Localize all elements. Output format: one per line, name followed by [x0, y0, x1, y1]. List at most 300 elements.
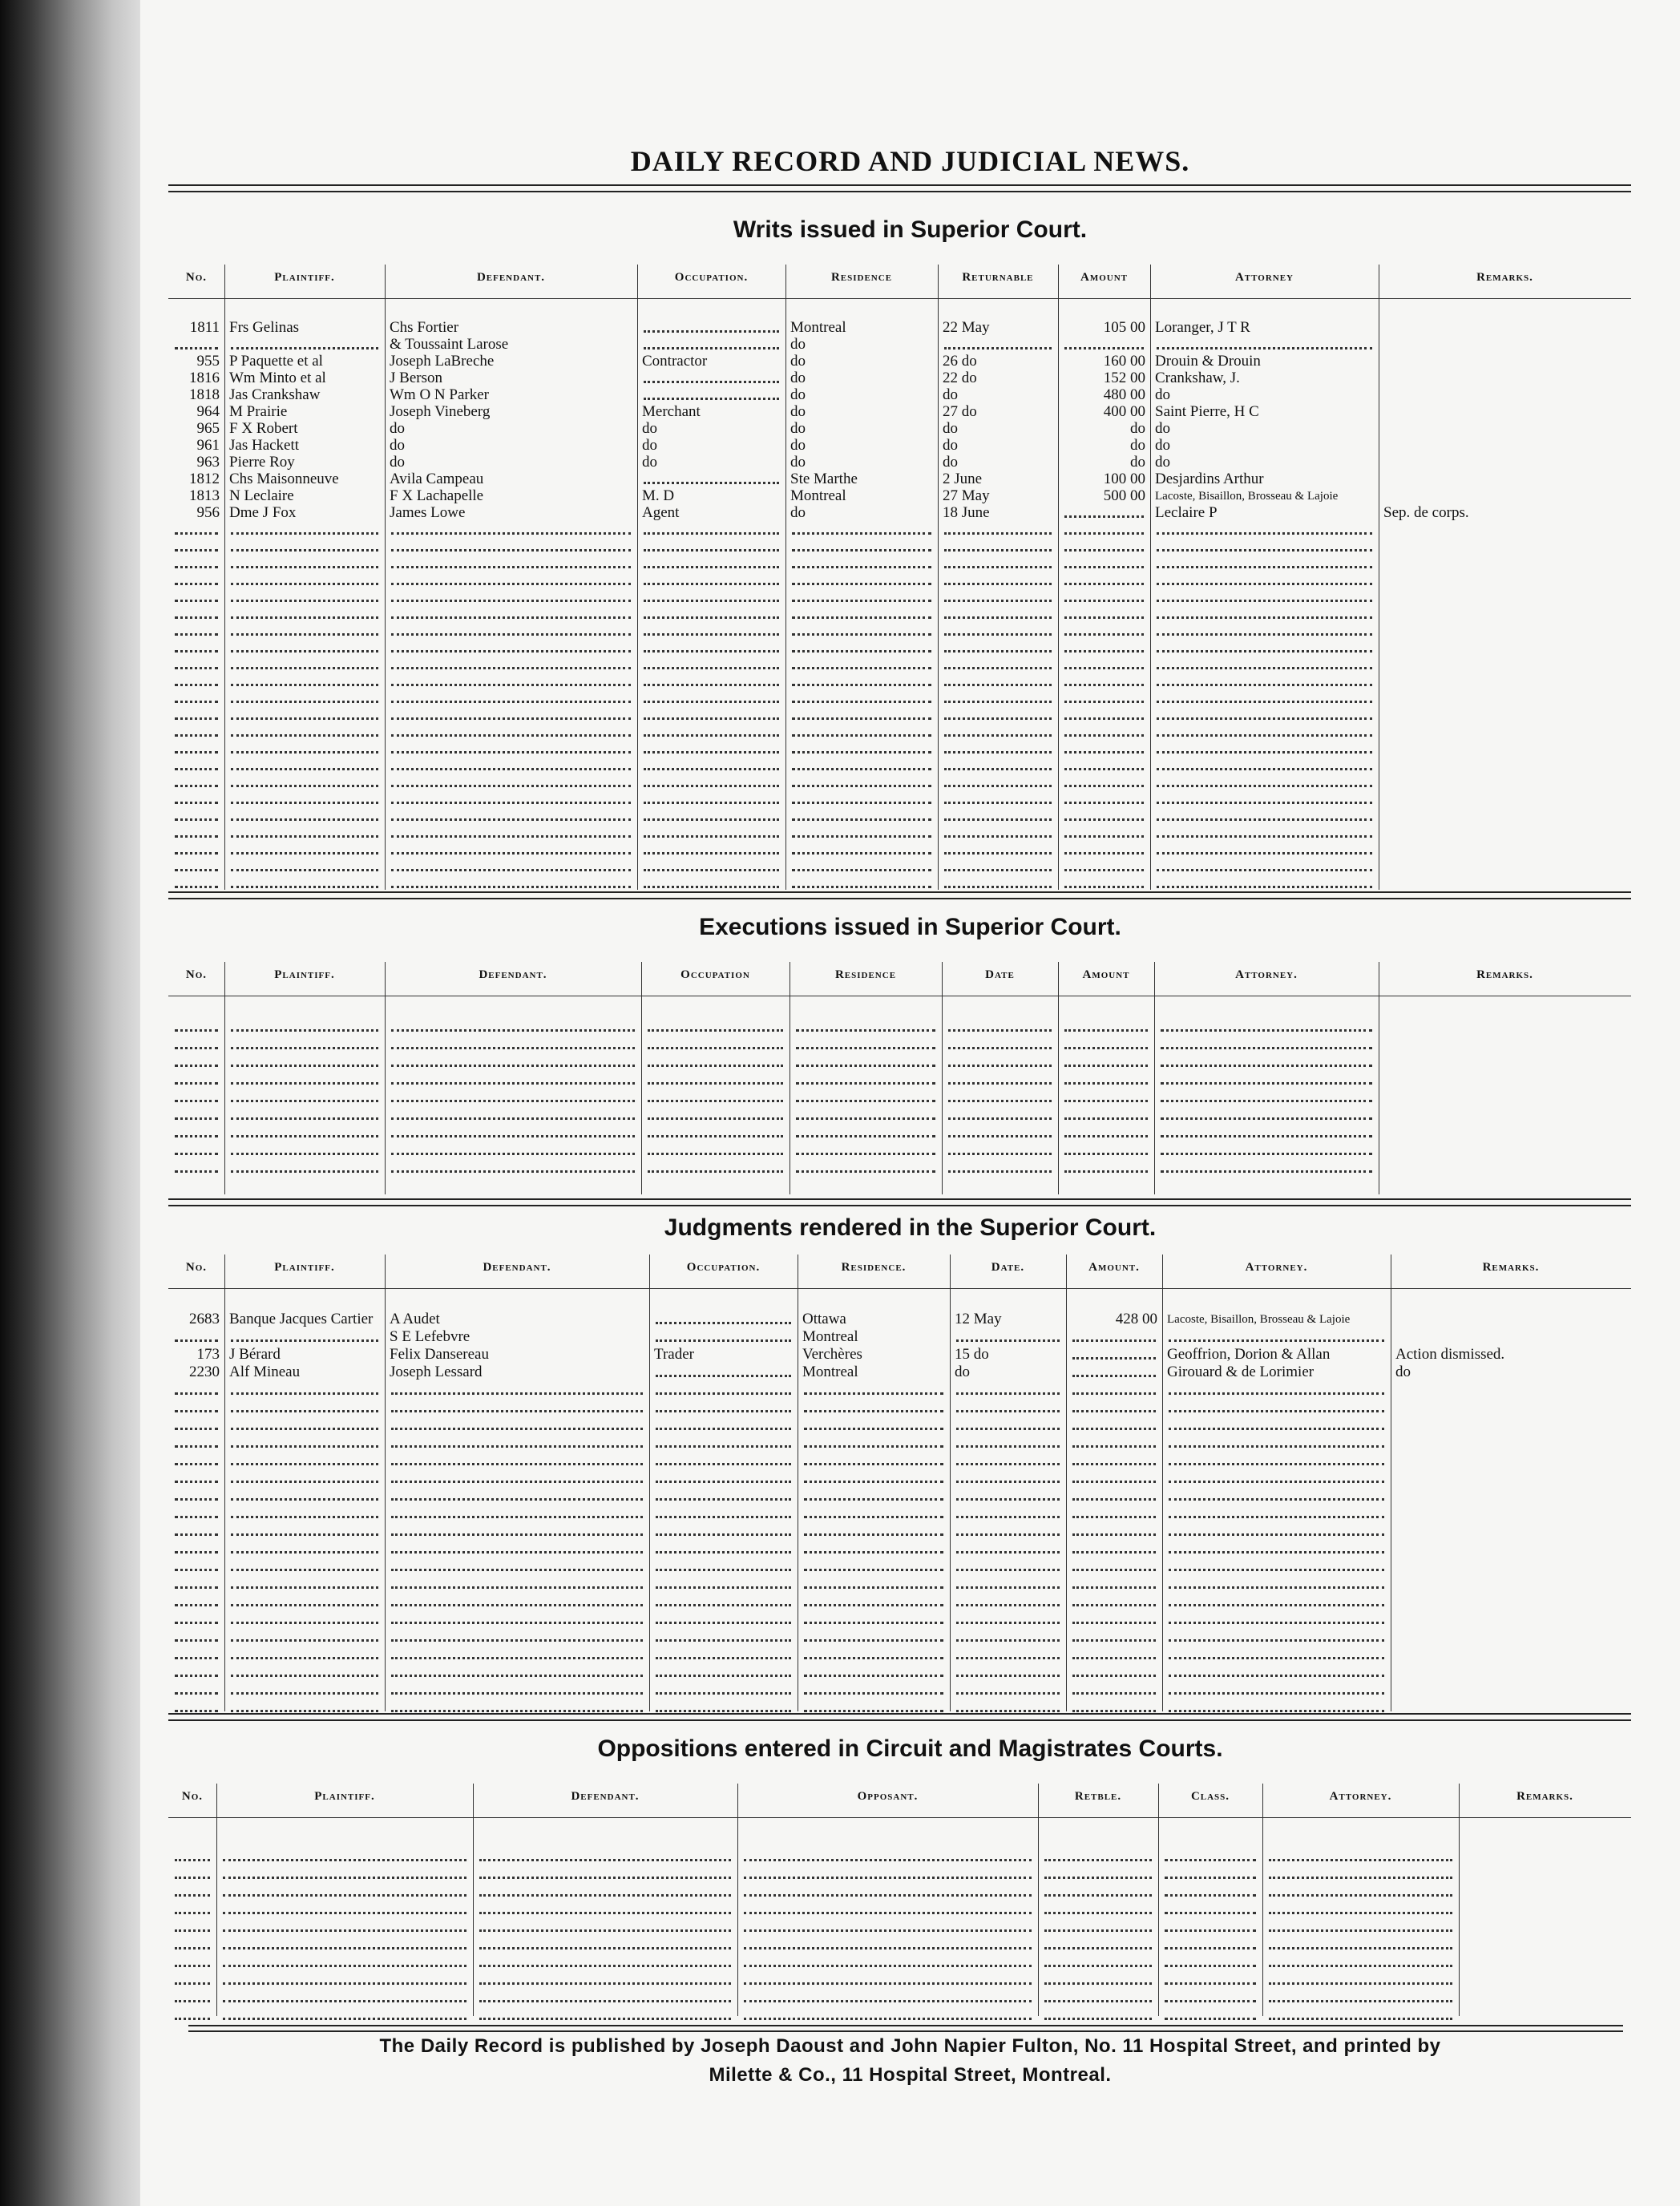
- leader-dots: [1064, 566, 1144, 568]
- leader-dots: [1064, 869, 1144, 871]
- leader-dots: [944, 835, 1052, 838]
- leader-dots: [231, 1533, 378, 1536]
- leader-dots: [1157, 886, 1372, 888]
- leader-dots: [792, 701, 931, 703]
- table-cell-attorney: Crankshaw, J.: [1155, 370, 1240, 386]
- leader-dots: [391, 583, 631, 585]
- leader-dots: [391, 1428, 643, 1430]
- table-cell-returnable: do: [943, 386, 958, 403]
- table-cell-plaintiff: Alf Mineau: [229, 1364, 301, 1380]
- leader-dots: [1157, 751, 1372, 754]
- leader-dots: [956, 1463, 1060, 1465]
- leader-dots: [644, 482, 779, 484]
- leader-dots: [744, 1947, 1032, 1949]
- column-header: Amount: [1080, 271, 1128, 284]
- leader-dots: [804, 1498, 943, 1501]
- leader-dots: [223, 1965, 466, 1967]
- leader-dots: [231, 1657, 378, 1659]
- leader-dots: [804, 1586, 943, 1589]
- leader-dots: [231, 1498, 378, 1501]
- leader-dots: [656, 1481, 791, 1483]
- leader-dots: [804, 1604, 943, 1606]
- judgments-section-title: Judgments rendered in the Superior Court.: [664, 1214, 1157, 1241]
- leader-dots: [391, 1170, 635, 1173]
- leader-dots: [479, 1894, 731, 1897]
- leader-dots: [1269, 1965, 1452, 1967]
- table-cell-remarks: Action dismissed.: [1395, 1346, 1505, 1363]
- leader-dots: [1072, 1463, 1156, 1465]
- leader-dots: [944, 734, 1052, 737]
- leader-dots: [231, 1481, 378, 1483]
- leader-dots: [792, 852, 931, 855]
- table-cell-attorney: Geoffrion, Dorion & Allan: [1167, 1346, 1331, 1363]
- leader-dots: [391, 549, 631, 552]
- leader-dots: [1064, 1153, 1148, 1155]
- leader-dots: [223, 2018, 466, 2020]
- column-divider: [737, 1784, 738, 2016]
- leader-dots: [644, 701, 779, 703]
- leader-dots: [1165, 1929, 1256, 1932]
- table-cell-attorney: do: [1155, 454, 1170, 471]
- leader-dots: [792, 532, 931, 535]
- leader-dots: [1157, 701, 1372, 703]
- leader-dots: [1169, 1569, 1384, 1571]
- leader-dots: [1165, 1912, 1256, 1914]
- table-cell-residence: do: [790, 336, 806, 353]
- leader-dots: [231, 1100, 378, 1102]
- leader-dots: [175, 1410, 218, 1412]
- leader-dots: [792, 734, 931, 737]
- leader-dots: [391, 1639, 643, 1642]
- leader-dots: [175, 1498, 218, 1501]
- leader-dots: [175, 1639, 218, 1642]
- leader-dots: [175, 1692, 218, 1695]
- leader-dots: [944, 583, 1052, 585]
- leader-dots: [391, 734, 631, 737]
- column-header: Residence: [830, 271, 893, 284]
- leader-dots: [1064, 717, 1144, 720]
- leader-dots: [231, 835, 378, 838]
- table-cell-defendant: do: [390, 454, 405, 471]
- leader-dots: [1072, 1551, 1156, 1553]
- table-cell-residence: do: [790, 370, 806, 386]
- leader-dots: [175, 1117, 218, 1120]
- leader-dots: [1072, 1339, 1156, 1342]
- table-cell-defendant: Joseph LaBreche: [390, 353, 495, 370]
- leader-dots: [1157, 583, 1372, 585]
- leader-dots: [231, 1622, 378, 1624]
- leader-dots: [231, 1516, 378, 1518]
- column-header: Date: [985, 968, 1015, 981]
- leader-dots: [1072, 1586, 1156, 1589]
- leader-dots: [231, 600, 378, 602]
- table-cell-plaintiff: Banque Jacques Cartier: [229, 1311, 374, 1327]
- table-cell-residence: Montreal: [802, 1328, 858, 1345]
- leader-dots: [1161, 1029, 1372, 1032]
- column-header: Date.: [991, 1261, 1025, 1274]
- leader-dots: [175, 1029, 218, 1032]
- leader-dots: [792, 633, 931, 636]
- leader-dots: [944, 802, 1052, 804]
- leader-dots: [956, 1675, 1060, 1677]
- leader-dots: [175, 1082, 218, 1085]
- leader-dots: [1269, 1982, 1452, 1985]
- leader-dots: [944, 650, 1052, 653]
- column-header: Plaintiff.: [274, 1261, 335, 1274]
- leader-dots: [1269, 2018, 1452, 2020]
- leader-dots: [956, 1516, 1060, 1518]
- table-cell-no: 955: [196, 353, 220, 370]
- leader-dots: [792, 802, 931, 804]
- leader-dots: [391, 667, 631, 669]
- leader-dots: [175, 1859, 210, 1861]
- column-divider: [1154, 962, 1155, 1194]
- table-cell-amount: 105 00: [1103, 319, 1145, 336]
- table-cell-amount: 160 00: [1103, 353, 1145, 370]
- leader-dots: [231, 684, 378, 686]
- leader-dots: [1072, 1604, 1156, 1606]
- leader-dots: [1064, 1170, 1148, 1173]
- leader-dots: [956, 1551, 1060, 1553]
- leader-dots: [1161, 1100, 1372, 1102]
- leader-dots: [792, 566, 931, 568]
- leader-dots: [231, 1675, 378, 1677]
- leader-dots: [175, 1569, 218, 1571]
- table-cell-attorney: Drouin & Drouin: [1155, 353, 1261, 370]
- table-cell-no: 1813: [189, 487, 220, 504]
- leader-dots: [391, 1586, 643, 1589]
- leader-dots: [223, 1912, 466, 1914]
- leader-dots: [391, 1117, 635, 1120]
- leader-dots: [175, 1894, 210, 1897]
- table-cell-attorney: Lacoste, Bisaillon, Brosseau & Lajoie: [1155, 490, 1339, 503]
- leader-dots: [656, 1604, 791, 1606]
- leader-dots: [175, 1604, 218, 1606]
- leader-dots: [656, 1533, 791, 1536]
- leader-dots: [1157, 802, 1372, 804]
- table-cell-residence: do: [790, 403, 806, 420]
- leader-dots: [223, 1929, 466, 1932]
- column-divider: [385, 962, 386, 1194]
- column-header: No.: [185, 271, 208, 284]
- leader-dots: [656, 1551, 791, 1553]
- leader-dots: [1169, 1551, 1384, 1553]
- column-header: Defendant.: [476, 271, 546, 284]
- leader-dots: [1169, 1445, 1384, 1448]
- leader-dots: [744, 2018, 1032, 2020]
- leader-dots: [744, 1859, 1032, 1861]
- table-cell-occupation: Merchant: [642, 403, 701, 420]
- leader-dots: [804, 1481, 943, 1483]
- leader-dots: [796, 1100, 935, 1102]
- leader-dots: [1072, 1445, 1156, 1448]
- leader-dots: [796, 1170, 935, 1173]
- leader-dots: [792, 751, 931, 754]
- table-cell-residence: Ottawa: [802, 1311, 846, 1327]
- leader-dots: [391, 1463, 643, 1465]
- column-divider: [224, 962, 225, 1194]
- leader-dots: [231, 1117, 378, 1120]
- leader-dots: [804, 1445, 943, 1448]
- leader-dots: [175, 583, 218, 585]
- table-cell-attorney: Saint Pierre, H C: [1155, 403, 1259, 420]
- leader-dots: [644, 650, 779, 653]
- leader-dots: [223, 1982, 466, 1985]
- leader-dots: [956, 1622, 1060, 1624]
- leader-dots: [1161, 1170, 1372, 1173]
- leader-dots: [391, 1551, 643, 1553]
- column-divider: [1158, 1784, 1159, 2016]
- leader-dots: [1064, 1100, 1148, 1102]
- column-header: Occupation: [680, 968, 750, 981]
- leader-dots: [231, 1135, 378, 1137]
- leader-dots: [175, 1392, 218, 1395]
- leader-dots: [1169, 1498, 1384, 1501]
- leader-dots: [944, 768, 1052, 770]
- table-cell-no: 1812: [189, 471, 220, 487]
- leader-dots: [644, 818, 779, 821]
- table-cell-residence: do: [790, 454, 806, 471]
- table-cell-amount: 428 00: [1115, 1311, 1157, 1327]
- leader-dots: [223, 1877, 466, 1879]
- leader-dots: [1157, 869, 1372, 871]
- column-divider: [1066, 1255, 1067, 1711]
- leader-dots: [1157, 616, 1372, 619]
- leader-dots: [948, 1082, 1052, 1085]
- leader-dots: [391, 684, 631, 686]
- column-divider: [1162, 1255, 1163, 1711]
- leader-dots: [1169, 1604, 1384, 1606]
- leader-dots: [231, 886, 378, 888]
- leader-dots: [792, 835, 931, 838]
- footer-line-1: The Daily Record is published by Joseph Daoust and John Napier Fulton, No. 11 Hospital Street, and printed by: [379, 2035, 1441, 2057]
- leader-dots: [1064, 1082, 1148, 1085]
- leader-dots: [1157, 549, 1372, 552]
- column-header: Amount: [1082, 968, 1130, 981]
- table-cell-residence: Montreal: [790, 319, 846, 336]
- leader-dots: [944, 751, 1052, 754]
- table-cell-returnable: do: [943, 437, 958, 454]
- table-cell-defendant: do: [390, 437, 405, 454]
- leader-dots: [175, 1516, 218, 1518]
- leader-dots: [1064, 549, 1144, 552]
- leader-dots: [948, 1170, 1052, 1173]
- leader-dots: [231, 1445, 378, 1448]
- leader-dots: [644, 667, 779, 669]
- leader-dots: [944, 532, 1052, 535]
- leader-dots: [956, 1586, 1060, 1589]
- table-cell-amount: 400 00: [1103, 403, 1145, 420]
- leader-dots: [175, 751, 218, 754]
- newspaper-page: [140, 0, 1680, 2206]
- leader-dots: [804, 1533, 943, 1536]
- leader-dots: [956, 1569, 1060, 1571]
- leader-dots: [644, 684, 779, 686]
- leader-dots: [391, 869, 631, 871]
- leader-dots: [175, 633, 218, 636]
- leader-dots: [175, 1877, 210, 1879]
- leader-dots: [391, 1047, 635, 1049]
- judgments-table: [168, 1255, 1631, 1711]
- leader-dots: [175, 1135, 218, 1137]
- leader-dots: [175, 532, 218, 535]
- leader-dots: [944, 818, 1052, 821]
- table-cell-no: 1811: [189, 319, 220, 336]
- column-header: Defendant.: [479, 968, 547, 981]
- column-divider: [1262, 1784, 1263, 2016]
- leader-dots: [948, 1065, 1052, 1067]
- table-cell-plaintiff: Pierre Roy: [229, 454, 295, 471]
- table-cell-plaintiff: Chs Maisonneuve: [229, 471, 339, 487]
- leader-dots: [1161, 1135, 1372, 1137]
- leader-dots: [1169, 1392, 1384, 1395]
- leader-dots: [1064, 886, 1144, 888]
- leader-dots: [175, 869, 218, 871]
- table-cell-plaintiff: M Prairie: [229, 403, 288, 420]
- leader-dots: [175, 1428, 218, 1430]
- leader-dots: [231, 650, 378, 653]
- leader-dots: [948, 1029, 1052, 1032]
- leader-dots: [1269, 1877, 1452, 1879]
- leader-dots: [231, 717, 378, 720]
- leader-dots: [1157, 818, 1372, 821]
- leader-dots: [744, 1929, 1032, 1932]
- leader-dots: [804, 1675, 943, 1677]
- leader-dots: [1165, 1947, 1256, 1949]
- leader-dots: [391, 835, 631, 838]
- leader-dots: [1169, 1410, 1384, 1412]
- leader-dots: [1072, 1639, 1156, 1642]
- leader-dots: [1165, 1877, 1256, 1879]
- leader-dots: [1072, 1357, 1156, 1360]
- leader-dots: [1072, 1481, 1156, 1483]
- leader-dots: [792, 616, 931, 619]
- leader-dots: [744, 1912, 1032, 1914]
- table-cell-attorney: do: [1155, 386, 1170, 403]
- column-header: Defendant.: [571, 1790, 640, 1803]
- leader-dots: [956, 1710, 1060, 1712]
- leader-dots: [391, 1498, 643, 1501]
- footer-rule: [188, 2025, 1623, 2032]
- table-cell-returnable: 22 do: [943, 370, 977, 386]
- leader-dots: [1064, 1047, 1148, 1049]
- table-cell-residence: Montreal: [802, 1364, 858, 1380]
- table-cell-no: 964: [196, 403, 220, 420]
- leader-dots: [792, 785, 931, 787]
- table-cell-returnable: 2 June: [943, 471, 983, 487]
- table-cell-residence: do: [790, 420, 806, 437]
- column-divider: [1459, 1784, 1460, 2016]
- leader-dots: [656, 1428, 791, 1430]
- leader-dots: [1169, 1339, 1384, 1342]
- leader-dots: [1157, 684, 1372, 686]
- leader-dots: [391, 1516, 643, 1518]
- leader-dots: [656, 1657, 791, 1659]
- executions-table: [168, 962, 1631, 1194]
- leader-dots: [648, 1117, 783, 1120]
- table-cell-residence: Verchères: [802, 1346, 862, 1363]
- leader-dots: [231, 1569, 378, 1571]
- column-header: Attorney.: [1235, 968, 1298, 981]
- leader-dots: [231, 566, 378, 568]
- table-cell-defendant: A Audet: [390, 1311, 440, 1327]
- leader-dots: [1157, 717, 1372, 720]
- leader-dots: [792, 869, 931, 871]
- leader-dots: [391, 1065, 635, 1067]
- leader-dots: [656, 1410, 791, 1412]
- leader-dots: [1064, 818, 1144, 821]
- leader-dots: [656, 1392, 791, 1395]
- leader-dots: [175, 1339, 218, 1342]
- leader-dots: [648, 1047, 783, 1049]
- table-cell-no: 1818: [189, 386, 220, 403]
- column-divider: [224, 265, 225, 890]
- leader-dots: [956, 1604, 1060, 1606]
- leader-dots: [391, 1569, 643, 1571]
- table-cell-attorney: Girouard & de Lorimier: [1167, 1364, 1315, 1380]
- table-cell-plaintiff: Jas Crankshaw: [229, 386, 321, 403]
- leader-dots: [479, 1947, 731, 1949]
- leader-dots: [223, 2000, 466, 2002]
- table-cell-plaintiff: Frs Gelinas: [229, 319, 300, 336]
- table-cell-returnable: 26 do: [943, 353, 977, 370]
- leader-dots: [792, 886, 931, 888]
- table-cell-plaintiff: J Bérard: [229, 1346, 281, 1363]
- table-cell-defendant: James Lowe: [390, 504, 466, 521]
- leader-dots: [656, 1498, 791, 1501]
- leader-dots: [1072, 1657, 1156, 1659]
- table-cell-amount: do: [1130, 454, 1145, 471]
- leader-dots: [944, 886, 1052, 888]
- leader-dots: [231, 633, 378, 636]
- table-cell-no: 956: [196, 504, 220, 521]
- leader-dots: [223, 1859, 466, 1861]
- leader-dots: [948, 1135, 1052, 1137]
- leader-dots: [175, 616, 218, 619]
- leader-dots: [944, 667, 1052, 669]
- column-divider: [473, 1784, 474, 2016]
- column-divider: [1038, 1784, 1039, 2016]
- leader-dots: [175, 768, 218, 770]
- leader-dots: [956, 1498, 1060, 1501]
- leader-dots: [391, 1533, 643, 1536]
- leader-dots: [1064, 532, 1144, 535]
- leader-dots: [944, 852, 1052, 855]
- table-cell-occupation: Contractor: [642, 353, 708, 370]
- leader-dots: [231, 1428, 378, 1430]
- leader-dots: [1064, 802, 1144, 804]
- leader-dots: [231, 1604, 378, 1606]
- column-header: Residence.: [841, 1261, 907, 1274]
- leader-dots: [391, 566, 631, 568]
- leader-dots: [1064, 835, 1144, 838]
- column-header: Plaintiff.: [274, 968, 335, 981]
- leader-dots: [1157, 600, 1372, 602]
- leader-dots: [944, 869, 1052, 871]
- leader-dots: [1161, 1082, 1372, 1085]
- leader-dots: [1269, 1912, 1452, 1914]
- leader-dots: [1165, 1982, 1256, 1985]
- leader-dots: [944, 616, 1052, 619]
- leader-dots: [175, 1533, 218, 1536]
- leader-dots: [175, 1170, 218, 1173]
- leader-dots: [1161, 1047, 1372, 1049]
- leader-dots: [1157, 566, 1372, 568]
- table-cell-attorney: Leclaire P: [1155, 504, 1218, 521]
- leader-dots: [231, 1410, 378, 1412]
- leader-dots: [648, 1082, 783, 1085]
- column-header: Opposant.: [857, 1790, 919, 1803]
